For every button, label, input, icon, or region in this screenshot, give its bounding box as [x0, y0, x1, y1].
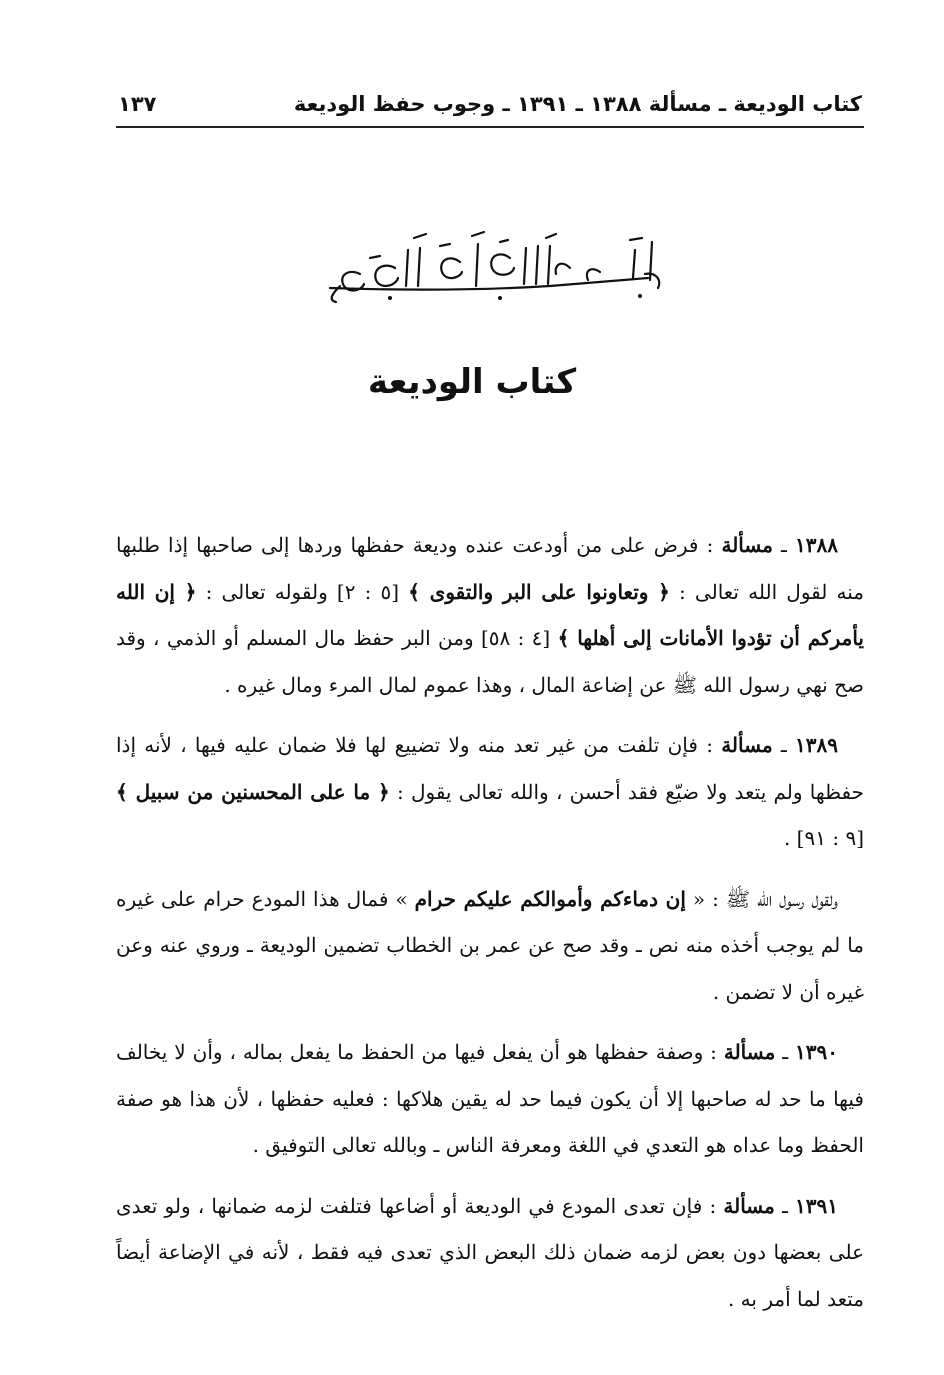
paragraph-text: ولقول رسول الله ﷺ : « — [685, 886, 839, 911]
running-title: كتاب الوديعة ـ مسألة ١٣٨٨ ـ ١٣٩١ ـ وجوب حفظ الوديعة — [293, 92, 862, 116]
issue-colon: : — [703, 1040, 724, 1064]
issue-colon: : — [702, 1193, 724, 1218]
paragraph-issue-1388 — [116, 522, 864, 708]
paragraph-text: فإن تلفت من غير تعد منه ولا تضييع لها فلا ضمان عليه فيها ، لأنه إذا حفظها ولم يتعد ولا ضيّع فقد أحسن ، والله تعالى يقول : — [116, 733, 865, 804]
paragraph-text: فإن تعدى المودع في الوديعة أو أضاعها فتلفت لزمه ضمانها ، ولو تعدى على بعضها دون بعض لزمه ضمان ذلك البعض الذي تعدى فيه فقط ، لأنه في الإضاعة أيضاً متعد لما أمر به . — [116, 1193, 864, 1311]
issue-colon: : — [697, 733, 722, 757]
paragraph-issue-1389 — [116, 722, 864, 862]
issue-label: مسألة — [721, 533, 773, 557]
issue-separator: ـ — [772, 733, 796, 757]
issue-separator: ـ — [775, 1040, 796, 1064]
body-text — [116, 522, 864, 1336]
basmala-calligraphy — [300, 228, 680, 308]
issue-label: مسألة — [721, 733, 773, 757]
paragraph-text: [٥ : ٢] ولقوله تعالى : — [196, 579, 409, 604]
issue-number: ١٣٨٨ — [795, 533, 839, 557]
quran-quote: ﴿ ما على المحسنين من سبيل ﴾ — [116, 779, 390, 804]
paragraph-issue-1390 — [116, 1029, 864, 1169]
chapter-title: كتاب الوديعة — [367, 362, 577, 402]
page-number: ١٣٧ — [118, 92, 157, 116]
issue-number: ١٣٩١ — [795, 1193, 839, 1218]
quran-quote: ﴿ إن الله يأمركم أن تؤدوا الأمانات إلى أهلها ﴾ — [116, 579, 865, 650]
paragraph-text: وصفة حفظها هو أن يفعل فيها من الحفظ ما يفعل بماله ، وأن لا يخالف فيها ما حد له صاحبها إلا أن يكون فيما حد له يقين هلاكها : فعليه حفظها ، لأن هذا هو صفة الحفظ وما عداه هو التعدي في اللغة ومعرفة الناس ـ وبالله تعالى التوفيق . — [116, 1040, 864, 1157]
issue-label: مسألة — [723, 1040, 776, 1064]
issue-separator: ـ — [774, 1193, 796, 1218]
issue-number: ١٣٩٠ — [795, 1040, 839, 1064]
paragraph-text: فرض على من أودعت عنده وديعة حفظها وردها إلى صاحبها إذا طلبها منه لقول الله تعالى : — [116, 533, 864, 604]
running-header — [118, 84, 862, 124]
paragraph-text: [٤ : ٥٨] ومن البر حفظ مال المسلم أو الذمي ، وقد صح نهي رسول الله ﷺ عن إضاعة المال ، وهذا عموم لمال المرء ومال غيره . — [116, 626, 864, 697]
basmala-calligraphy-svg — [300, 228, 680, 308]
paragraph-hadith — [116, 876, 864, 1016]
paragraph-text: » فمال هذا المودع حرام على غيره ما لم يوجب أخذه منه نص ـ وقد صح عن عمر بن الخطاب تضمين الوديعة ـ وروي عنه وعن غيره أن لا تضمن . — [116, 886, 864, 1004]
issue-label: مسألة — [723, 1193, 775, 1218]
issue-separator: ـ — [772, 533, 796, 557]
issue-colon: : — [698, 533, 722, 557]
issue-number: ١٣٨٩ — [795, 733, 838, 757]
paragraph-text: [٩ : ٩١] . — [783, 826, 864, 850]
hadith-quote: إن دماءكم وأموالكم عليكم حرام — [414, 886, 686, 911]
header-divider — [116, 126, 864, 128]
paragraph-issue-1391 — [116, 1183, 864, 1323]
quran-quote: ﴿ وتعاونوا على البر والتقوى ﴾ — [408, 579, 670, 604]
